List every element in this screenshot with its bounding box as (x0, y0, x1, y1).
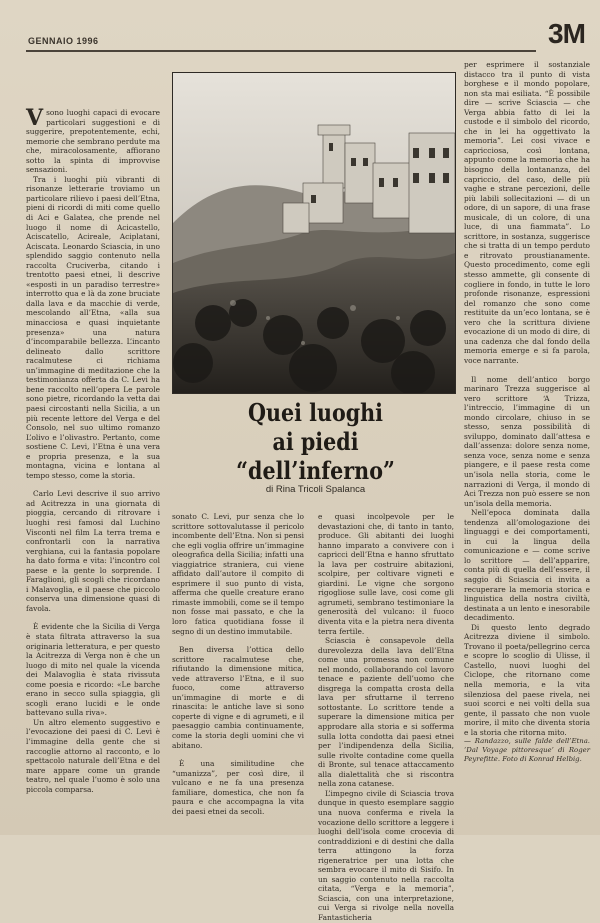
page-mark: 3M (548, 18, 585, 49)
article-byline: di Rina Tricoli Spalanca (265, 484, 366, 495)
paragraph-m2: Ben diversa l’ottica dello scrittore racalmutese che, rifiutando la dimensione mitica, vede attraverso l’Etna, e il suo fuoco, come attraverso un’immagine di morte e di rinascita: le antiche lave si sono coperte di vigne e di agrumeti, e il paesaggio cambia continuamente, come la storia degli uomini che vi abitano. (172, 645, 304, 750)
drop-cap: V (26, 105, 44, 131)
paragraph-r3: Nell’epoca dominata dalla tendenza all’omologazione dei linguaggi e dei comportamenti, in cui la lingua della comunicazione e — come scrive lo scrittore — dell’apparire, conta più di quella dell’essere, il saggio di Sciascia ci invita a recuperare la memoria storica e linguistica della nostra civiltà, destinata a un lento e inesorabile decadimento. (464, 508, 590, 623)
column-middle-left (172, 512, 304, 816)
headline-line-1: Quei luoghi (247, 398, 384, 427)
column-left (26, 105, 160, 794)
article-photo (172, 72, 456, 394)
header-rule (26, 50, 536, 52)
paragraph-n3: L’impegno civile di Sciascia trova dunque in questo esemplare saggio una nuova conferma e rivela la vocazione dello scrittore a leggere i luoghi dell’isola come crocevia di contraddizioni e di destini che dalla terra attingono la forza rigeneratrice per una lotta che sembra evocare il mito di Sisifo. In un saggio contenuto nella raccolta citata, “Verga e la memoria”, Sciascia, con una interpretazione, cui Verga si rivolge nella novella Fantasticheria (318, 788, 454, 922)
paragraph-m3: È una similitudine che “umanizza”, per così dire, il vulcano e ne fa una presenza familiare, domestica, che non fa paura e che accompagna la vita dei paesi etnei da secoli. (172, 759, 304, 816)
village-photo-illustration (173, 73, 455, 393)
paragraph-n2: Sciascia è consapevole della durevolezza della lava dell’Etna come una promessa non comune nel mondo, collaborando col lavoro tenace e paziente dell’uomo che disgrega la compatta crosta della lava per sfruttarne il terreno sottostante. Lo scrittore tende a superare la dimensione mitica per approdare alla storia e si sofferma sulla lotta condotta dai paesi etnei per l’indipendenza della Sicilia, sulle rivolte contadine come quella di Bronte, sul tenace attaccamento alla dialettalità che si riscontra nella zona catanese. (318, 636, 454, 789)
issue-date: GENNAIO 1996 (28, 36, 99, 46)
paragraph-r4: Di questo lento degrado Acitrezza diviene il simbolo. Trovano il poeta/pellegrino cerca e scopre lo scoglio di Ulisse, il Castello, nuovi luoghi del Ciclope, che ritornano come nella memoria, e la vita silenziosa del paese rivela, nei suoi scorci e nei volti della sua gente, il passato che non vuole morire, il mito che diventa storia e la storia che ritorna mito. (464, 622, 590, 737)
paragraph-r1: per esprimere il sostanziale distacco tra il punto di vista borghese e il mondo popolare, non sta mai esiliata. “È possibile dire — scrive Sciascia — che Verga abbia fatto di lei la custode e il simbolo del ricordo, che in lei ha oggettivato la memoria”. Lei cosi vivace e capricciosa, così lontana, appunto come la memoria che ha bisogno della lontananza, del capriccio, del caso, delle più vaghe e strane percezioni, delle più labili sollecitazioni — di un odore, di un sapore, di una frase musicale, di un colore, di una luce, di una fiammata”. Lo scrittore, in sostanza, suggerisce che si tratta di un tempo perduto e ritrovato proustianamente. Questo procedimento, come egli stesso ammette, gli consente di cogliere in fondo, in tutte le loro profonde risonanze, espressioni del romanzo che sono come restituite da un’eco lontana, se è vero che la scrittura diviene evocazione di un modo di dire, di una cadenza che dal fondo della memoria emerge e si fa parola, voce narrante. (464, 60, 590, 365)
column-right (464, 60, 590, 764)
paragraph-4: È evidente che la Sicilia di Verga è stata filtrata attraverso la sua originaria letteratura, e per questo la Acitrezza di Verga non è che un luogo di mito nel quale la vicenda dei Malavoglia è stata rivissuta come poesia e ricordo: «Le barche erano in secco sulla spiaggia, gli scogli erano lucidi e le onde battevano sulla riva». (26, 622, 160, 718)
paragraph-2: Tra i luoghi più vibranti di risonanze letterarie troviamo un particolare rilievo i paesi dell’Etna, pieni di ricordi di miti come quello di Aci e Galatea, che prende nel luogo il nome di Acicastello, Aciscatello, Acireale, Aciplatani, Aciscata. Leonardo Sciascia, in uno splendido saggio contenuto nella raccolta Cruciverba, citando i trentotto paesi etnei, li descrive «esposti in un paradiso terrestre» interrotto qua e là da zone bruciate dalla lava e da macchie di verde, mescolando all’Etna, «alla sua minacciosa e quasi inquietante presenza» una natura d’incomparabile bellezza. L’incanto delineato dallo scrittore racalmutese ci richiama un’immagine di meditazione che la testimonianza offerta da C. Levi ha bene raccolto nell’opera Le parole sono pietre, ricordando la vetta dai paesi circostanti nella Sicilia, a un più recente lettore del Verga e del Consolo, nel suo ultimo romanzo L’olivo e l’olivastro. Pertanto, come sostiene C. Levi, l’Etna è una vera e propria presenza, e la sua montagna, vicina e lontana al tempo stesso, come la storia. (26, 174, 160, 480)
paragraph-1: Vsono luoghi capaci di evocare particolari suggestioni e di suggerire, prepotentemente, echi, memorie che sembrano perdute ma che, miracolosamente, affiorano sotto la spinta di improvvise sensazioni. (26, 105, 160, 175)
article-headline (197, 398, 434, 485)
headline-line-2: ai piedi “dell’inferno” (236, 427, 395, 485)
paragraph-5: Un altro elemento suggestivo e l’evocazione dei paesi di C. Levi è l’immagine della gente che si raccoglie attorno al racconto, e lo spettacolo naturale dell’Etna e del mare appare come un grande teatro, nel quale l’uomo è solo una piccola comparsa. (26, 717, 160, 794)
paragraph-r2: Il nome dell’antico borgo marinaro Trezza suggerisce al vero scrittore ‘A Trizza, l’intreccio, l’immagine di un mondo circolare, chiuso in se stesso, senza possibilità di sviluppo, dominato dall’attesa e dall’assenza: dolore senza nome, senza voce, senza nome e senza piangere, e il paese resta come un’isola nella storia, come le narrazioni di Verga, il mondo di Aci Trezza non può essere se non un’isola della memoria. (464, 374, 590, 508)
column-middle-right (318, 512, 454, 923)
photo-caption: — Randazzo, sulle falde dell’Etna. ‘Dal Voyage pittoresque’ di Roger Peyrefitte. Foto di Konrad Helbig. (464, 737, 590, 764)
paragraph-3: Carlo Levi descrive il suo arrivo ad Acitrezza in una giornata di pioggia, cercando di ritrovare i luoghi resi famosi dal Luchino Visconti nel film La terra trema e confrontarli con la narrativa verghiana, cui la fantasia popolare ha dato forma e vita: l’incontro col paese e la gente lo sorprende. I Faraglioni, gli scogli che ricordano i Malavoglia, e il paese che piccolo conserva una dimensione quasi di favola. (26, 489, 160, 613)
paragraph-m1: sonato C. Levi, pur senza che lo scrittore sottovalutasse il pericolo incombente dell’Etna. Non si pensi che egli voglia offrire un’immagine oleografica della Sicilia; infatti una viaggiatrice straniera, cui viene affidato dall’autore il compito di esprimere il suo punto di vista, afferma che quelle creature erano rimaste immobili, come se il tempo non fosse mai passato, e che la loro fatica quotidiana fosse il segno di un destino immutabile. (172, 512, 304, 636)
paragraph-n1: e quasi incolpevole per le devastazioni che, di tanto in tanto, produce. Gli abitanti dei luoghi hanno imparato a convivere con i capricci dell’Etna e hanno sfruttato la lava per costruire abitazioni, scolpire, per coltivare vigneti e giardini. Le vigne che sorgono rigogliose sulle lave, cosi come gli agrumeti, sembrano testimoniare la generosità del vulcano: il fuoco diventa vita e la pietra nera diventa terra fertile. (318, 512, 454, 636)
